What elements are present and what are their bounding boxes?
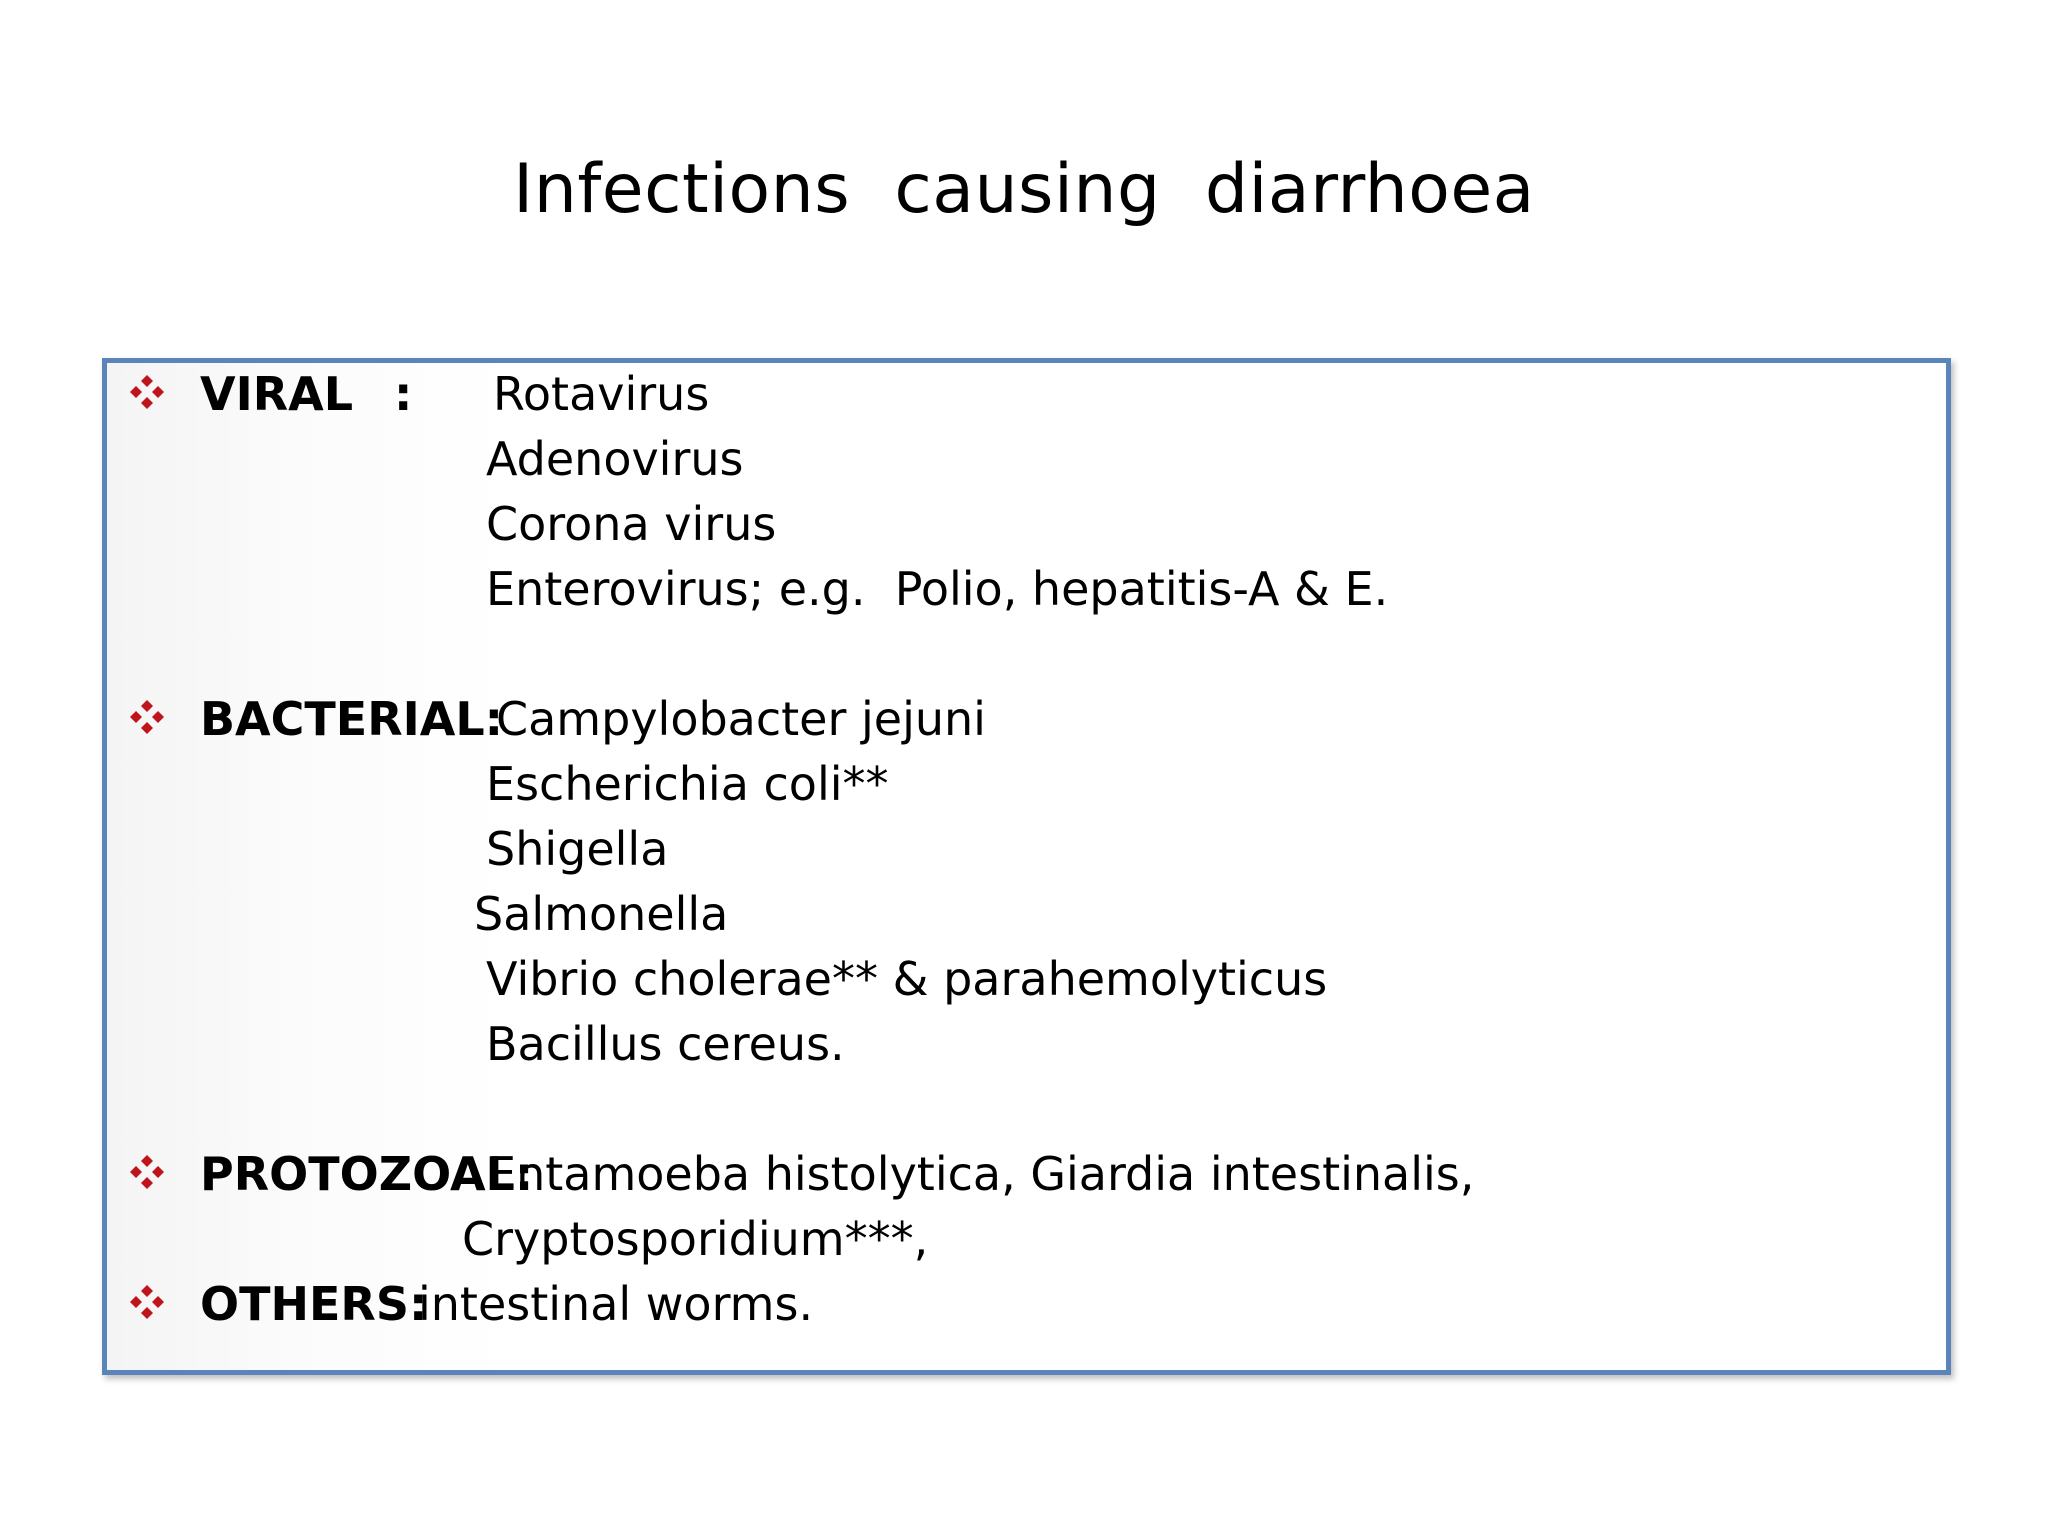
bacterial-item: Bacillus cereus. [486,1017,845,1071]
others-label: OTHERS: [200,1277,428,1331]
bacterial-label: BACTERIAL: [200,692,504,746]
four-diamond-bullet-icon [128,373,166,411]
four-diamond-bullet-icon [128,1153,166,1191]
viral-label: VIRAL [200,367,354,421]
viral-item: Corona virus [486,497,777,551]
content-box [102,358,1951,1375]
bacterial-item: Campylobacter jejuni [496,692,986,746]
four-diamond-bullet-icon [128,1283,166,1321]
viral-colon: : [394,367,413,421]
slide-title: Infections causing diarrhoea [513,150,1535,229]
viral-item: Rotavirus [493,367,710,421]
viral-item: Adenovirus [486,432,744,486]
bacterial-item: Salmonella [474,887,729,941]
protozoal-label: PROTOZOAL: [200,1147,534,1201]
bacterial-item: Escherichia coli** [486,757,889,811]
bacterial-item: Vibrio cholerae** & parahemolyticus [486,952,1328,1006]
protozoal-item: Cryptosporidium***, [462,1212,929,1266]
viral-item: Enterovirus; e.g. Polio, hepatitis-A & E. [486,562,1389,616]
four-diamond-bullet-icon [128,698,166,736]
bacterial-item: Shigella [486,822,669,876]
protozoal-item: Entamoeba histolytica, Giardia intestinalis, [487,1147,1475,1201]
others-item: intestinal worms. [418,1277,814,1331]
